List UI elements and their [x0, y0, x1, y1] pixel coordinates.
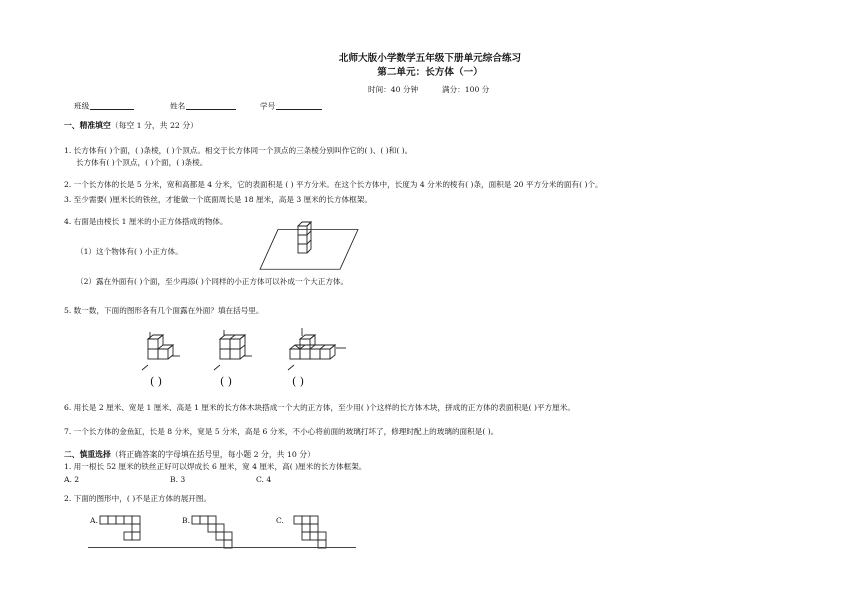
name-label: 姓名: [170, 101, 186, 111]
name-field[interactable]: [170, 101, 236, 110]
q4-stacked-cubes-figure: [258, 218, 358, 278]
net-option-c-label[interactable]: C.: [276, 516, 284, 525]
section1-note: （每空 1 分，共 22 分）: [110, 121, 198, 130]
q7-text: 7. 一个长方体的金鱼缸，长是 8 分米，宽是 5 分米，高是 6 分米，不小心将前面的玻璃打坏了，修理时配上的玻璃的面积是( )。: [64, 427, 499, 436]
class-field[interactable]: [74, 101, 134, 110]
exam-time: 时间：40 分钟: [368, 85, 419, 94]
q5-text: 5. 数一数，下面的图形各有几个面露在外面？填在括号里。: [64, 306, 264, 315]
q4-text: 4. 右面是由棱长 1 厘米的小正方体搭成的物体。: [64, 217, 228, 226]
section1-heading: [64, 122, 198, 130]
q5-fig3-cubes: [290, 335, 335, 359]
net-option-a-figure: [100, 514, 160, 544]
student-id-label: 学号: [260, 101, 276, 111]
section2-note: （将正确答案的字母填在括号里，每小题 2 分，共 10 分）: [110, 450, 315, 459]
q5-answer-2[interactable]: ( ): [220, 375, 233, 388]
s2-q1-option-b[interactable]: B. 3: [170, 475, 186, 484]
q5-figure-2: [210, 326, 260, 376]
q5-figure-3: [284, 326, 354, 376]
section1-title: 一、精准填空: [64, 121, 111, 130]
q5-answer-3[interactable]: ( ): [292, 375, 305, 388]
q5-figure-1: [138, 326, 188, 376]
student-id-field[interactable]: [260, 101, 322, 110]
section2-heading: [64, 451, 315, 459]
q5-fig1-cubes: [148, 335, 173, 359]
s2-q1-text: 1. 用一根长 52 厘米的铁丝正好可以焊成长 6 厘米，宽 4 厘米，高( )厘米的长方体框架。: [64, 462, 367, 471]
q3-text: 3. 至少需要( )厘米长的铁丝，才能做一个底面周长是 18 厘米，高是 3 厘米的长方体框架。: [64, 195, 372, 204]
s2-q1-option-a[interactable]: A. 2: [64, 475, 80, 484]
section2-title: 二、慎重选择: [64, 450, 111, 459]
net-option-b-figure: [192, 514, 252, 548]
class-label: 班级: [74, 101, 90, 111]
q2-text: 2. 一个长方体的长是 5 分米，宽和高都是 4 分米，它的表面积是 ( ) 平方分米。在这个长方体中，长度为 4 分米的棱有( )条，面积是 20 平方分米的面有( )个。: [64, 180, 603, 189]
q4-base-plane: [260, 230, 358, 270]
unit-subtitle: 第二单元：长方体（一）: [377, 67, 483, 78]
s2-q1-option-c[interactable]: C. 4: [256, 475, 272, 484]
q4-cube-stack: [298, 222, 311, 253]
q1-line2: 长方体有( )个顶点，( )个面，( )条棱。: [76, 158, 208, 167]
net-option-b-label[interactable]: B.: [182, 516, 190, 525]
net-option-a-label[interactable]: A.: [90, 516, 98, 525]
q4-part2: （2）露在外面有( )个面，至少再添( )个同样的小正方体可以补成一个大正方体。: [76, 277, 349, 286]
q1-line1: 1. 长方体有( )个面，( )条棱，( )个顶点。相交于长方体同一个顶点的三条棱分别叫作它的( )、( )和( )。: [64, 146, 413, 155]
q5-answer-1[interactable]: ( ): [150, 375, 163, 388]
net-option-c-figure: [286, 514, 346, 548]
exam-score: 满分：100 分: [442, 85, 490, 94]
q5-fig2-cubes: [220, 335, 245, 359]
page-title: 北师大版小学数学五年级下册单元综合练习: [338, 53, 522, 64]
s2-q2-text: 2. 下面的图形中，( )不是正方体的展开图。: [64, 494, 212, 503]
q4-part1: （1）这个物体有( ) 小正方体。: [76, 247, 183, 256]
net-baseline-rule: [88, 547, 356, 548]
q6-text: 6. 用长是 2 厘米、宽是 1 厘米、高是 1 厘米的长方体木块搭成一个大的正方体，至少用( )个这样的长方体木块，拼成的正方体的表面积是( )平方厘米。: [64, 403, 575, 412]
